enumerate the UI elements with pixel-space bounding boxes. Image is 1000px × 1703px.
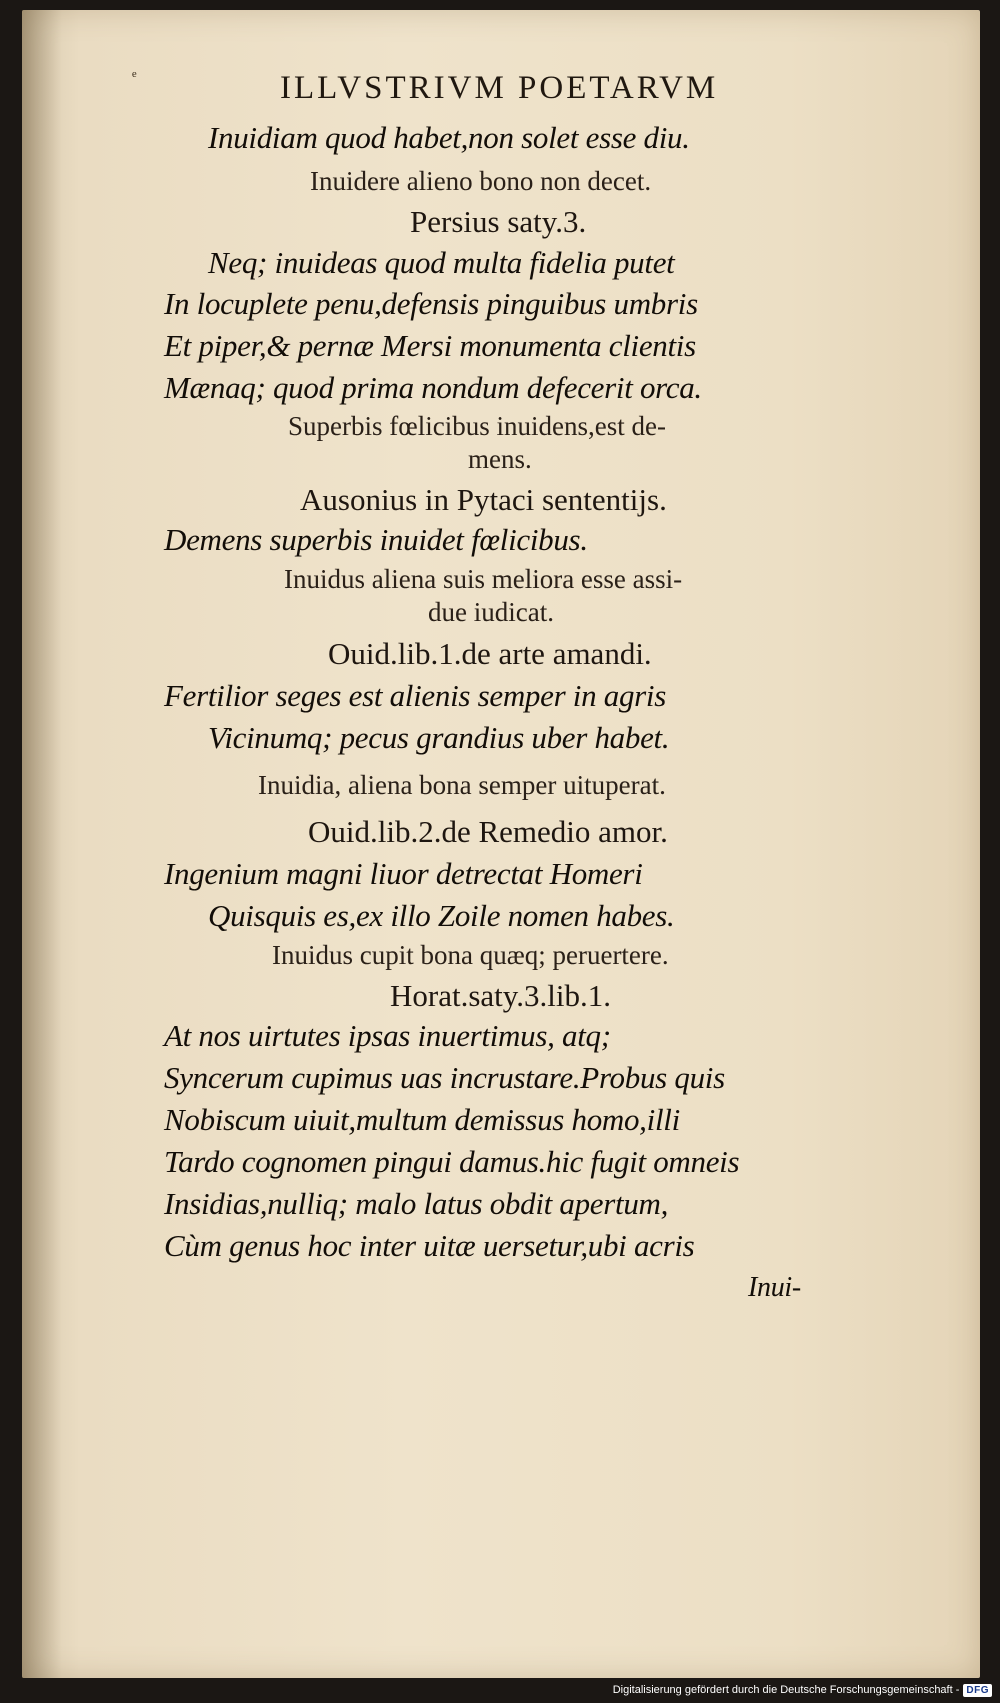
text-line: Ingenium magni liuor detrectat Homeri	[164, 856, 643, 891]
text-line: Cùm genus hoc inter uitæ uersetur,ubi acris	[164, 1228, 695, 1263]
source-heading: Ausonius in Pytaci sententijs.	[300, 482, 667, 517]
book-page	[22, 10, 980, 1678]
text-line: Et piper,& pernæ Mersi monumenta clientis	[164, 328, 696, 363]
text-line: mens.	[468, 444, 532, 474]
source-heading: Ouid.lib.2.de Remedio amor.	[308, 814, 668, 849]
footer-credit: Digitalisierung gefördert durch die Deutsche Forschungsgemeinschaft -	[612, 1684, 960, 1696]
source-heading: Ouid.lib.1.de arte amandi.	[328, 636, 652, 671]
text-line: Fertilior seges est alienis semper in agris	[164, 678, 667, 713]
text-line: Inuidus cupit bona quæq; peruertere.	[272, 940, 669, 970]
text-line: Nobiscum uiuit,multum demissus homo,illi	[164, 1102, 680, 1137]
dfg-logo: DFG	[963, 1684, 992, 1697]
source-heading: Persius saty.3.	[410, 204, 587, 239]
text-line: Insidias,nulliq; malo latus obdit apertum,	[164, 1186, 669, 1221]
digitization-footer	[613, 1681, 992, 1699]
running-head: ILLVSTRIVM POETARVM	[280, 70, 719, 106]
text-line: Inuidus aliena suis meliora esse assi-	[284, 564, 683, 594]
text-line: Neq; inuideas quod multa fidelia putet	[208, 245, 675, 280]
text-line: Superbis fœlicibus inuidens,est de-	[288, 411, 666, 441]
text-line: At nos uirtutes ipsas inuertimus, atq;	[164, 1018, 611, 1053]
text-line: Inuidia, aliena bona semper uituperat.	[258, 770, 666, 800]
text-line: Inuidiam quod habet,non solet esse diu.	[208, 120, 690, 155]
text-line: Syncerum cupimus uas incrustare.Probus quis	[164, 1060, 725, 1095]
text-line: Vicinumq; pecus grandius uber habet.	[208, 720, 670, 755]
page-mark: ᵉ	[132, 66, 137, 86]
text-line: Mænaq; quod prima nondum defecerit orca.	[164, 370, 702, 405]
catchword: Inui-	[748, 1272, 801, 1303]
text-line: Quisquis es,ex illo Zoile nomen habes.	[208, 898, 675, 933]
text-line: Demens superbis inuidet fœlicibus.	[164, 522, 588, 557]
text-line: Inuidere alieno bono non decet.	[310, 166, 652, 196]
source-heading: Horat.saty.3.lib.1.	[390, 978, 611, 1013]
text-line: Tardo cognomen pingui damus.hic fugit omneis	[164, 1144, 740, 1179]
text-line: due iudicat.	[428, 597, 554, 627]
page-text	[22, 10, 980, 1678]
text-line: In locuplete penu,defensis pinguibus umbris	[164, 286, 698, 321]
